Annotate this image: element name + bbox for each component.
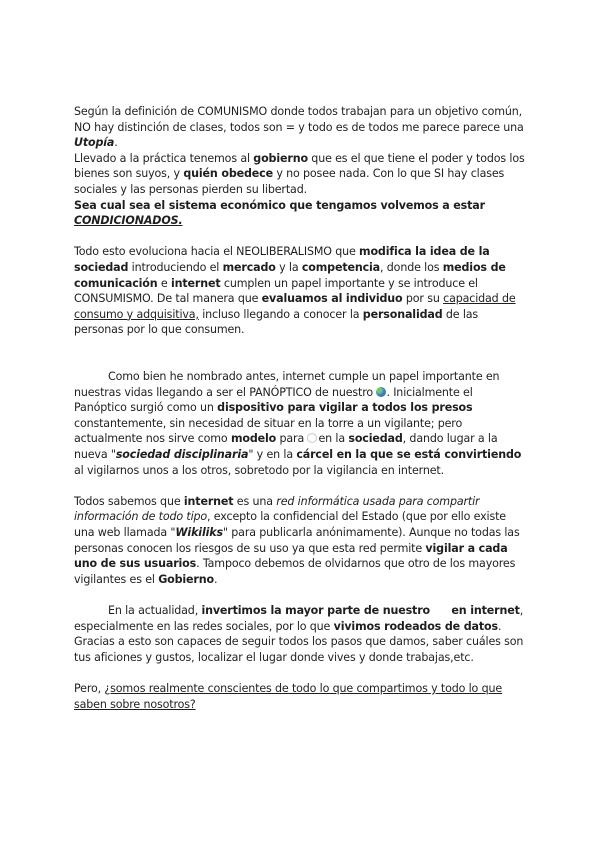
bold-run: Gobierno (158, 572, 214, 586)
text-run: . Inicialmente el Panóptico surgió como un (74, 385, 473, 415)
underline-question: ¿somos realmente conscientes de todo lo que compartimos y todo lo que saben sobre nosotros? (74, 681, 503, 711)
missing-emoji-icon (433, 604, 451, 614)
bold-run: personalidad (362, 307, 443, 321)
text-run: introduciendo el (128, 260, 223, 274)
bold-run: modelo (230, 432, 277, 446)
text-run: " para publicarla anónimamente). Aunque no todas las personas conocen los riesgos de su uso ya que esta red permite (74, 526, 520, 555)
paragraph-llevado (74, 151, 526, 198)
text-run: constantemente, sin necesidad de situar en la torre a un vigilante; pero actualmente nos sirve como (74, 416, 463, 446)
text-run: . (213, 572, 218, 586)
text-run: , especialmente en las redes sociales, por lo que (74, 604, 524, 633)
text-run: e (157, 276, 171, 290)
bold-run: invertimos la mayor parte de nuestro (201, 604, 431, 617)
emphasis-run: sociedad disciplinaria (115, 448, 249, 462)
text-run: En la actualidad, (108, 604, 202, 617)
text-run: que es el que tiene el poder y todos los bienes son suyos, y (74, 151, 525, 181)
text-run: , dando lugar a la nueva " (74, 432, 498, 462)
bold-run: dispositivo para vigilar a todos los presos (217, 401, 473, 415)
text-run: al vigilarnos unos a los otros, sobretodo por la vigilancia en internet. (74, 463, 445, 477)
text-run: y no posee nada. Con lo que SI hay clases sociales y las personas pierden su libertad. (74, 167, 505, 196)
missing-emoji-icon (307, 433, 317, 443)
text-run: Pero, (74, 681, 105, 695)
text-run: . Gracias a esto son capaces de seguir todos los pasos que damos, saber cuáles son tus aficiones y gustos, localizar el lugar donde vives y donde trabajas,etc. (74, 619, 524, 664)
underline-run: capacidad de consumo y adquisitiva, (74, 292, 516, 321)
paragraph-internet (74, 494, 526, 588)
text-run: , excepto la confidencial del Estado (que por ello existe una web llamada " (74, 510, 506, 540)
text-run: " y en la (248, 448, 297, 462)
text-run: por su (402, 292, 444, 306)
emphasis-condicionados: CONDICIONADOS. (74, 214, 183, 228)
text-run: y la (275, 260, 302, 274)
text-run: . Tampoco debemos de olvidarnos que otro de los mayores vigilantes es el (74, 557, 516, 586)
text-run: . (114, 136, 118, 150)
text-run: Llevado a la práctica tenemos al (74, 151, 254, 165)
italic-run: red informática usada para compartir información de todo tipo (74, 494, 480, 524)
text-run: cumplen un papel importante y se introduce el CONSUMISMO. De tal manera que (74, 276, 478, 306)
bold-run: modifica la idea de la sociedad (74, 245, 490, 274)
text-run: es una (233, 494, 277, 508)
bold-run: mercado (222, 260, 276, 274)
bold-run: cárcel en la que se está convirtiendo (296, 448, 522, 462)
text-run: Según la definición de COMUNISMO donde todos trabajan para un objetivo común, NO hay distinción de clases, todos son = y todo es de todos me parece parece una (74, 105, 524, 134)
emphasis-utopia: Utopía (74, 136, 115, 150)
text-run: , donde los (380, 260, 443, 274)
text-run: para (276, 432, 308, 446)
text-run: de las personas por lo que consumen. (74, 307, 479, 337)
text-run: Todo esto evoluciona hacia el NEOLIBERALISMO que (74, 245, 360, 259)
paragraph-pregunta (74, 681, 526, 712)
paragraph-actualidad (74, 603, 526, 665)
bold-run: medios de comunicación (74, 260, 506, 290)
bold-quien-obedece: quién obedece (183, 167, 273, 181)
text-run: incluso llegando a conocer la (198, 307, 363, 321)
text-run: Todos sabemos que (74, 494, 184, 508)
paragraph-comunismo (74, 104, 526, 151)
bold-sea-cual: Sea cual sea el sistema económico que tengamos volvemos a estar (74, 198, 485, 212)
text-run: en la (318, 432, 349, 446)
bold-run: competencia (301, 260, 381, 274)
globe-icon (376, 387, 386, 397)
paragraph-sea-cual (74, 198, 526, 229)
bold-gobierno: gobierno (253, 151, 308, 165)
paragraph-neoliberalismo (74, 244, 526, 338)
bold-run: en internet (451, 604, 520, 617)
essay-text (74, 104, 526, 712)
bold-run: vigilar a cada uno de sus usuarios (74, 541, 508, 571)
bold-run: evaluamos al individuo (261, 292, 403, 306)
text-run: Como bien he nombrado antes, internet cumple un papel importante en nuestras vidas llegando a ser el PANÓPTICO de nuestro (74, 370, 500, 399)
bold-run: sociedad (348, 432, 403, 446)
italic-run: Wikiliks (175, 526, 223, 540)
bold-run: internet (183, 494, 234, 508)
paragraph-panoptico (74, 369, 526, 478)
bold-run: internet (170, 276, 221, 290)
bold-run: vivimos rodeados de datos (333, 619, 498, 633)
